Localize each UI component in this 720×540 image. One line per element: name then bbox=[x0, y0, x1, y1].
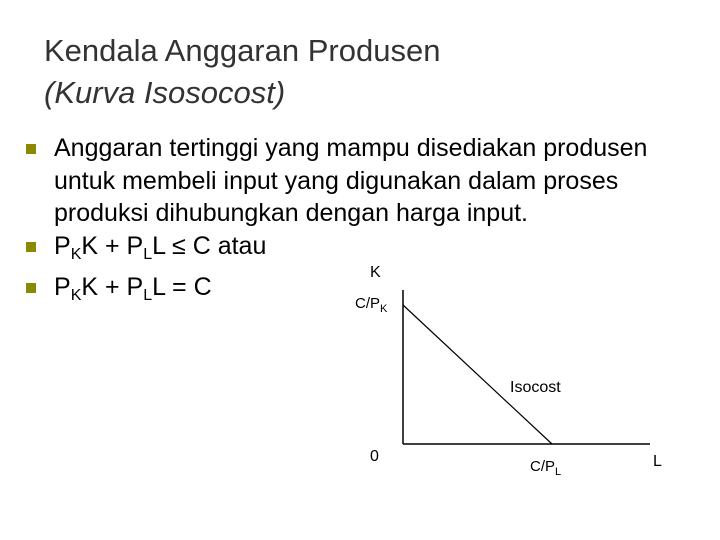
bullet-text-definition: Anggaran tertinggi yang mampu disediakan produsen untuk membeli input yang digunakan dalam proses produksi dihubungkan dengan harga input. bbox=[54, 134, 648, 227]
eq-m1: K + P bbox=[81, 273, 144, 301]
x-intercept-sub: L bbox=[555, 466, 562, 478]
y-intercept-sub: K bbox=[380, 303, 388, 315]
x-intercept-label bbox=[530, 458, 561, 478]
eq-m2: L = C bbox=[152, 273, 212, 301]
y-intercept-main: C/P bbox=[355, 295, 381, 312]
eq-m1: K + P bbox=[81, 231, 144, 260]
x-intercept-main: C/P bbox=[530, 458, 556, 475]
eq-sub-l: L bbox=[143, 245, 153, 263]
y-axis-label: K bbox=[370, 264, 381, 281]
curve-label: Isocost bbox=[510, 379, 561, 396]
title-main: Kendala Anggaran Produsen bbox=[44, 33, 441, 68]
title-subtitle: (Kurva Isosocost) bbox=[44, 75, 286, 110]
x-axis-label: L bbox=[653, 453, 662, 470]
eq-p1: P bbox=[54, 231, 71, 260]
isocost-line bbox=[403, 305, 552, 444]
eq-sub-k: K bbox=[70, 245, 82, 263]
eq-sub-k: K bbox=[70, 287, 82, 304]
y-intercept-label bbox=[355, 295, 388, 315]
origin-label: 0 bbox=[370, 448, 379, 465]
eq-m2: L ≤ C atau bbox=[152, 231, 267, 260]
eq-p1: P bbox=[54, 273, 71, 301]
eq-sub-l: L bbox=[143, 287, 153, 304]
